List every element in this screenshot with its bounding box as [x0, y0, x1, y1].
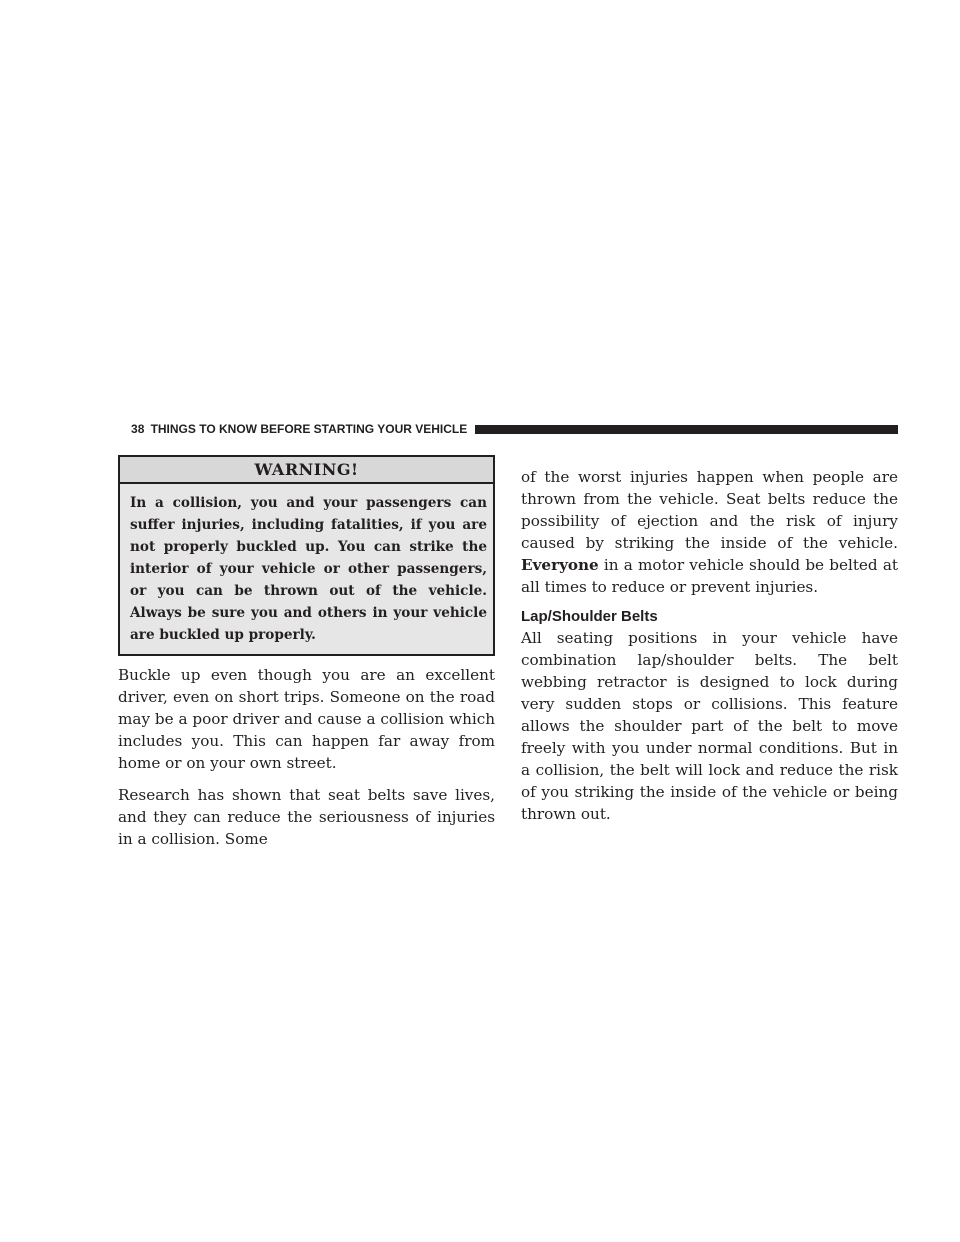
body-paragraph-research: Research has shown that seat belts save lives, and they can reduce the seriousness of injuries in a collision. Some: [118, 786, 495, 848]
body-paragraph-worst-injuries: [521, 466, 898, 598]
header-rule: [475, 425, 898, 434]
warning-text: In a collision, you and your passengers can suffer injuries, including fatalities, if you are not properly buckled up. You can strike the interior of your vehicle or other passengers, or you can be thrown out of the vehicle. Always be sure you and others in your vehicle are buckled up properly.: [130, 495, 487, 643]
subheading-lap-shoulder-belts: Lap/Shoulder Belts: [521, 608, 658, 625]
left-column: [118, 455, 495, 850]
body-paragraph-buckle-up: Buckle up even though you are an excellent driver, even on short trips. Someone on the road may be a poor driver and cause a collision which includes you. This can happen far away from home or on your own street.: [118, 666, 495, 772]
right-column: [521, 466, 898, 825]
emphasis-everyone: Everyone: [521, 556, 599, 574]
paragraph-text-end: in a motor vehicle should be belted at all times to reduce or prevent injuries.: [521, 556, 898, 596]
body-paragraph-lap-shoulder: All seating positions in your vehicle have combination lap/shoulder belts. The belt webbing retractor is designed to lock during very sudden stops or collisions. This feature allows the shoulder part of the belt to move freely with you under normal conditions. But in a collision, the belt will lock and reduce the risk of you striking the inside of the vehicle or being thrown out.: [521, 629, 898, 823]
warning-title: WARNING!: [120, 457, 493, 484]
section-title: THINGS TO KNOW BEFORE STARTING YOUR VEHICLE: [150, 422, 468, 436]
page-header: [131, 420, 898, 438]
page-number: 38: [131, 422, 145, 436]
warning-box: [118, 455, 495, 656]
paragraph-text-start: of the worst injuries happen when people are thrown from the vehicle. Seat belts reduce the possibility of ejection and the risk of injury caused by striking the inside of the vehicle.: [521, 468, 898, 552]
